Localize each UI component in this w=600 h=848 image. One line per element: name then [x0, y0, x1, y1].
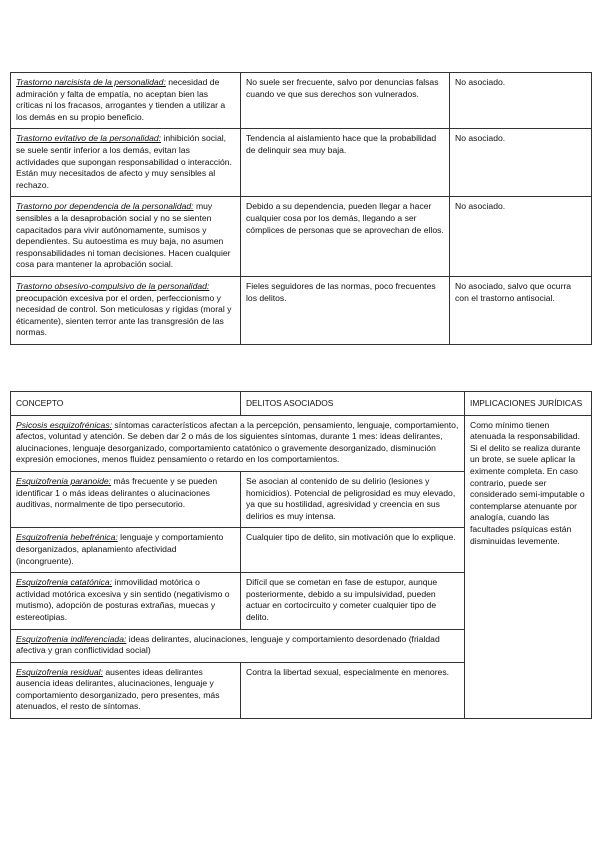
concept-cell [11, 415, 465, 471]
concept-cell [11, 276, 241, 344]
crimes-cell: Contra la libertad sexual, especialmente en menores. [241, 662, 465, 718]
disorder-description: síntomas característicos afectan a la percepción, pensamiento, lenguaje, comportamiento, afectos, voluntad y atención. Se deben dar 2 o más de los siguientes síntomas, durante 1 mes: ideas delirantes, alucinaciones, lenguaje desorganizado, comportamiento catatónico o gravemente desorganizado, disminución expresión emociones, menos fluidez pensamiento o retardo en los comportamientos. [16, 419, 459, 465]
legal-cell: No asociado. [450, 129, 592, 197]
disorder-description: necesidad de admiración y falta de empatía, no aceptan bien las críticas ni los fracasos, arrogantes y tienden a utilizar a los demás en su propio beneficio. [16, 77, 226, 122]
concept-cell [11, 629, 465, 662]
disorder-description: muy sensibles a la desaprobación social y no se sienten capacitados para vivir autónomamente, sumisos y dependientes. Su autoestima es muy baja, no asumen responsabilidades ni toman decisiones. Hacen cualquier cosa para mantener la aprobación social. [16, 201, 231, 270]
header-row [11, 392, 592, 416]
crimes-cell: Debido a su dependencia, pueden llegar a hacer cualquier cosa por los demás, llegando a ser cómplices de personas que se aprovechan de ellos. [241, 197, 450, 277]
disorder-description: ausentes ideas delirantes ausencia ideas delirantes, alucinaciones, lenguaje y comportamiento desorganizado, pero presentes, más atenuados, el resto de síntomas. [16, 666, 220, 712]
disorder-title: Trastorno obsesivo-compulsivo de la personalidad: [16, 280, 210, 291]
crimes-cell: Fieles seguidores de las normas, poco frecuentes los delitos. [241, 276, 450, 344]
concept-cell [11, 471, 241, 527]
schizophrenia-table [10, 391, 592, 719]
table-row [11, 129, 592, 197]
concept-cell [11, 197, 241, 277]
crimes-cell: No suele ser frecuente, salvo por denuncias falsas cuando ve que sus derechos son vulnerados. [241, 73, 450, 129]
concept-cell [11, 73, 241, 129]
disorder-description: lenguaje y comportamiento desorganizados, aplanamiento afectividad (incongruente). [16, 532, 224, 566]
legal-cell: No asociado. [450, 197, 592, 277]
personality-disorders-table [10, 72, 592, 345]
column-header-concept: CONCEPTO [11, 392, 241, 416]
disorder-description: preocupación excesiva por el orden, perfeccionismo y necesidad de control. Son meticulosas y rígidas (moral y éticamente), sienten terror ante las transgresión de las normas. [16, 292, 232, 338]
disorder-title: Trastorno por dependencia de la personalidad: [16, 201, 194, 212]
disorder-description: más frecuente y se pueden identificar 1 o más ideas delirantes o alucinaciones auditivas, normalmente de tipo persecutorio. [16, 475, 218, 510]
legal-cell: No asociado, salvo que ocurra con el trastorno antisocial. [450, 276, 592, 344]
table-row [11, 197, 592, 277]
disorder-title: Psicosis esquizofrénicas: [16, 419, 113, 430]
legal-implications-cell: Como mínimo tienen atenuada la responsabilidad. Si el delito se realiza durante un brote, se suele aplicar la eximente completa. En caso contrario, puede ser considerado semi-imputable o contemplarse atenuante por analogía, cuando las facultades psíquicas están disminuidas levemente. [465, 415, 592, 718]
table-row [11, 415, 592, 471]
concept-cell [11, 129, 241, 197]
table-row [11, 276, 592, 344]
concept-cell [11, 573, 241, 629]
disorder-description: inhibición social, se suele sentir inferior a los demás, evitan las actividades que supongan responsabilidad o interacción. Están muy necesitados de afecto y muy sensibles al rechazo. [16, 133, 232, 190]
disorder-title: Esquizofrenia hebefrénica: [16, 532, 118, 543]
column-header-legal: IMPLICACIONES JURÍDICAS [465, 392, 592, 416]
table-row [11, 73, 592, 129]
disorder-title: Esquizofrenia catatónica: [16, 577, 113, 588]
concept-cell [11, 662, 241, 718]
disorder-description: ideas delirantes, alucinaciones, lenguaje y comportamiento desordenado (frialdad afectiva y gran conflictividad social) [16, 633, 440, 656]
disorder-title: Trastorno narcisista de la personalidad: [16, 77, 166, 87]
crimes-cell: Tendencia al aislamiento hace que la probabilidad de delinquir sea muy baja. [241, 129, 450, 197]
disorder-description: inmovilidad motórica o actividad motórica excesiva y sin sentido (negativismo o mutismo), adopción de posturas extrañas, muecas y estereotipias. [16, 577, 230, 622]
disorder-title: Esquizofrenia indiferenciada: [16, 633, 127, 644]
disorder-title: Esquizofrenia residual: [16, 666, 103, 677]
disorder-title: Trastorno evitativo de la personalidad: [16, 133, 162, 144]
crimes-cell: Se asocian al contenido de su delirio (lesiones y homicidios). Potencial de peligrosidad es muy elevado, ya que su hostilidad, agresividad y creencia en sus delirios es muy intensa. [241, 471, 465, 527]
disorder-title: Esquizofrenia paranoide: [16, 475, 112, 486]
crimes-cell: Difícil que se cometan en fase de estupor, aunque posteriormente, debido a su impulsividad, pueden actuar en cortocircuito y cometer cualquier tipo de delito. [241, 573, 465, 629]
legal-cell: No asociado. [450, 73, 592, 129]
concept-cell [11, 528, 241, 573]
crimes-cell: Cualquier tipo de delito, sin motivación que lo explique. [241, 528, 465, 573]
column-header-crimes: DELITOS ASOCIADOS [241, 392, 465, 416]
